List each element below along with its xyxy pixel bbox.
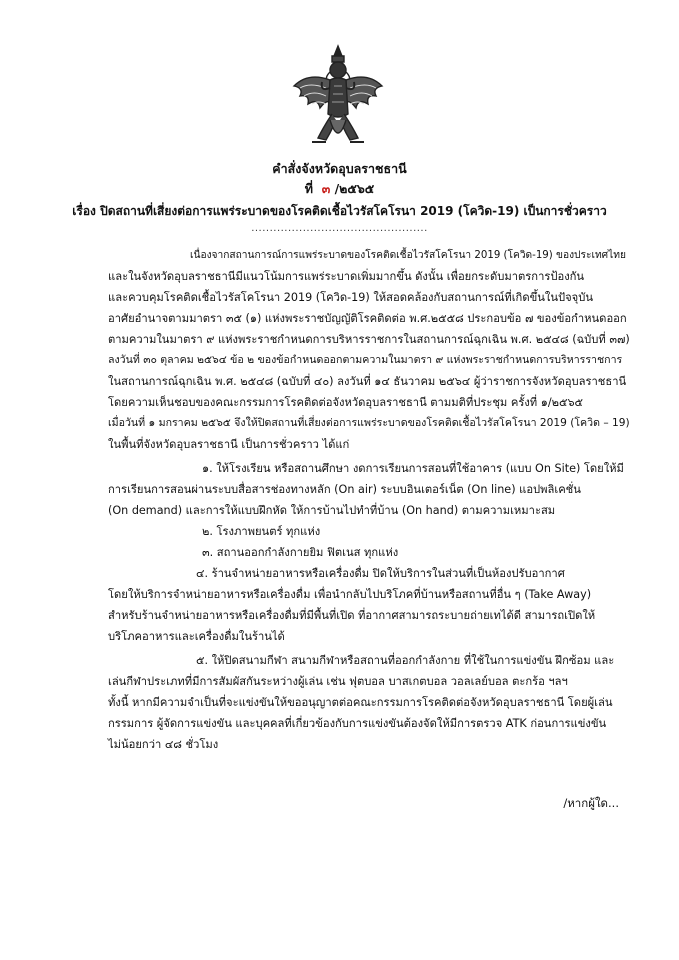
number-suffix: /๒๕๖๕ [334, 181, 375, 196]
para1-line: ลงวันที่ ๓๐ ตุลาคม ๒๕๖๔ ข้อ ๒ ของข้อกำหนดออกตามความในมาตรา ๙ แห่งพระราชกำหนดการบริหารราชการ [108, 354, 623, 366]
para1-line: และในจังหวัดอุบลราชธานีมีแนวโน้มการแพร่ระบาดเพิ่มมากขึ้น ดังนั้น เพื่อยกระดับมาตรการป้องกัน [108, 270, 585, 283]
item5-line: ไม่น้อยกว่า ๔๘ ชั่วโมง [108, 738, 219, 751]
order-subject: เรื่อง ปิดสถานที่เสี่ยงต่อการแพร่ระบาดของโรคติดเชื้อไวรัสโคโรนา 2019 (โควิด-19) เป็นการชั่วคราว [72, 204, 607, 218]
garuda-emblem-icon [290, 42, 386, 154]
item1-line: การเรียนการสอนผ่านระบบสื่อสารช่องทางหลัก (On air) ระบบอินเตอร์เน็ต (On line) แอปพลิเคชั่น [108, 483, 581, 496]
continuation-text: /หากผู้ใด... [563, 796, 619, 810]
item4-line: สำหรับร้านจำหน่ายอาหารหรือเครื่องดื่มที่มีพื้นที่เปิด ที่อากาศสามารถระบายถ่ายเทได้ดี สามารถเปิดให้ [108, 609, 596, 622]
item5-line: กรรมการ ผู้จัดการแข่งขัน และบุคคลที่เกี่ยวข้องกับการแข่งขันต้องจัดให้มีการตรวจ ATK ก่อนการแข่งขัน [108, 717, 607, 730]
para1-line: ตามความในมาตรา ๙ แห่งพระราชกำหนดการบริหารราชการในสถานการณ์ฉุกเฉิน พ.ศ. ๒๕๔๘ (ฉบับที่ ๓๗) [108, 333, 630, 346]
item5-line: เล่นกีฬาประเภทที่มีการสัมผัสกันระหว่างผู้เล่น เช่น ฟุตบอล บาสเกตบอล วอลเลย์บอล ตะกร้อ ฯลฯ [108, 675, 568, 688]
item4-line: ๔. ร้านจำหน่ายอาหารหรือเครื่องดื่ม ปิดให้บริการในส่วนที่เป็นห้องปรับอากาศ [196, 567, 565, 580]
number-prefix: ที่ [304, 181, 313, 196]
order-title: คำสั่งจังหวัดอุบลราชธานี [272, 161, 407, 176]
item1-line: (On demand) และการให้แบบฝึกหัด ให้การบ้านไปทำที่บ้าน (On hand) ตามความเหมาะสม [108, 504, 556, 517]
order-number [0, 181, 679, 197]
item3-line: ๓. สถานออกกำลังกายยิม ฟิตเนส ทุกแห่ง [202, 546, 399, 559]
item2-line: ๒. โรงภาพยนตร์ ทุกแห่ง [202, 525, 321, 538]
para1-line: เนื่องจากสถานการณ์การแพร่ระบาดของโรคติดเชื้อไวรัสโคโรนา 2019 (โควิด-19) ของประเทศไทย [190, 250, 626, 261]
para1-line: เมื่อวันที่ ๑ มกราคม ๒๕๖๕ จึงให้ปิดสถานที่เสี่ยงต่อการแพร่ระบาดของโรคติดเชื้อไวรัสโคโรนา 2019 (โควิด – 19) [108, 417, 630, 429]
number-value: ๓ [321, 181, 331, 196]
item4-line: โดยให้บริการจำหน่ายอาหารหรือเครื่องดื่ม เพื่อนำกลับไปบริโภคที่บ้านหรือสถานที่อื่น ๆ (Take Away) [108, 588, 592, 601]
para1-line: โดยความเห็นชอบของคณะกรรมการโรคติดต่อจังหวัดอุบลราชธานี ตามมติที่ประชุม ครั้งที่ ๑/๒๕๖๕ [108, 396, 584, 409]
para1-line: อาศัยอำนาจตามมาตรา ๓๕ (๑) แห่งพระราชบัญญัติโรคติดต่อ พ.ศ.๒๕๕๘ ประกอบข้อ ๗ ของข้อกำหนดออก [108, 312, 627, 325]
para1-line: ในพื้นที่จังหวัดอุบลราชธานี เป็นการชั่วคราว ได้แก่ [108, 438, 350, 451]
document-body [108, 245, 630, 755]
separator-dots: ................................................ [251, 223, 428, 234]
para1-line: ในสถานการณ์ฉุกเฉิน พ.ศ. ๒๕๔๘ (ฉบับที่ ๔๐) ลงวันที่ ๑๔ ธันวาคม ๒๕๖๔ ผู้ว่าราชการจังหวัดอุบลราชธานี [108, 375, 627, 388]
item4-line: บริโภคอาหารและเครื่องดื่มในร้านได้ [108, 630, 285, 643]
item5-line: ทั้งนี้ หากมีความจำเป็นที่จะแข่งขันให้ขออนุญาตต่อคณะกรรมการโรคติดต่อจังหวัดอุบลราชธานี โดยผู้เล่น [108, 696, 613, 709]
item5-line: ๕. ให้ปิดสนามกีฬา สนามกีฬาหรือสถานที่ออกกำลังกาย ที่ใช้ในการแข่งขัน ฝึกซ้อม และ [196, 654, 615, 667]
para1-line: และควบคุมโรคติดเชื้อไวรัสโคโรนา 2019 (โควิด-19) ให้สอดคล้องกับสถานการณ์ที่เกิดขึ้นในปัจจุบัน [108, 291, 593, 304]
item1-line: ๑. ให้โรงเรียน หรือสถานศึกษา งดการเรียนการสอนที่ใช้อาคาร (แบบ On Site) โดยให้มี [202, 462, 624, 475]
